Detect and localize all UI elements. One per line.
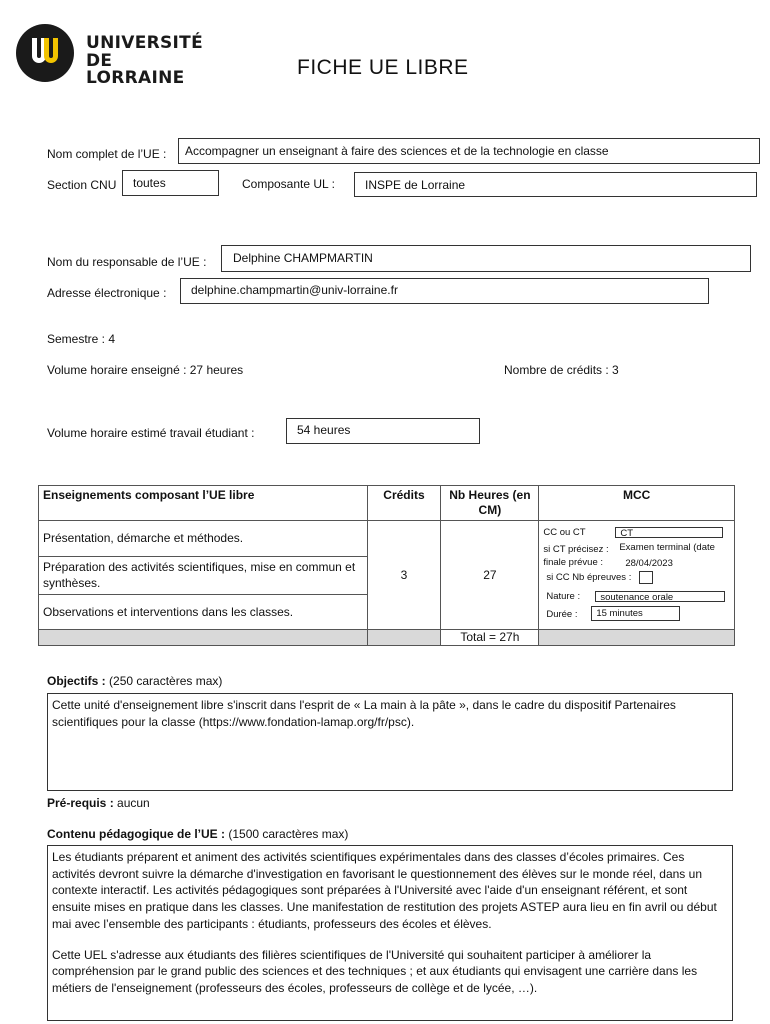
nombre-credits-text: Nombre de crédits : 3 [504,363,619,377]
mcc-nature-label: Nature : [546,591,581,602]
composante-field[interactable]: INSPE de Lorraine [354,172,757,197]
volume-etudiant-label: Volume horaire estimé travail étudiant : [47,426,255,440]
contenu-textbox[interactable] [47,845,733,1021]
objectifs-heading [47,674,222,688]
mcc-nature-field[interactable]: soutenance orale [595,591,725,602]
header-nb-heures: Nb Heures (en CM) [441,486,539,521]
mcc-cc-ct-label: CC ou CT [543,527,586,538]
contenu-paragraph-1: Les étudiants préparent et animent des activités scientifiques expérimentales dans des classes d’écoles primaires. Ces activités devront suivre la démarche d'investigation en favorisant le questionnement des élèves sur le monde réel, dans un contexte interactif. Les activités pédagogiques sont préparées à l'Université avec l'aide d'un enseignant référent, et sont ensuite mises en pratique dans les classes. Une manifestation de restitution des projets ASTEP aura lieu en fin avril ou début mai avec l’ensemble des participants : étudiants, professeurs des écoles et élèves. [52,850,717,931]
nom-ue-field[interactable]: Accompagner un enseignant à faire des sciences et de la technologie en classe [178,138,760,164]
mcc-cc-nb-label: si CC Nb épreuves : [546,572,632,583]
prerequis-line [47,796,150,810]
section-cnu-label: Section CNU [47,178,117,192]
logo-line-1: UNIVERSITÉ [86,33,203,53]
mcc-duree-label: Durée : [546,609,578,620]
contenu-paragraph-2: Cette UEL s'adresse aux étudiants des filières scientifiques de l'Université qui souhaitent participer à améliorer la compréhension par le grand public des sciences et des techniques ; et aux étudiants qui envisagent une carrière dans les métiers de l'enseignement (professeurs des écoles, professeurs de collège et de lycée, …). [52,947,698,995]
enseignements-table [38,485,735,646]
mcc-precisez-label: si CT précisez : [543,544,609,555]
mcc-date-value: 28/04/2023 [625,558,673,569]
header-enseignements: Enseignements composant l’UE libre [39,486,368,521]
objectifs-textbox[interactable] [47,693,733,791]
contenu-note: (1500 caractères max) [228,827,349,841]
responsable-label: Nom du responsable de l’UE : [47,255,207,269]
email-field[interactable]: delphine.champmartin@univ-lorraine.fr [180,278,709,304]
university-logo [16,24,206,88]
section-cnu-field[interactable]: toutes [122,170,219,196]
semestre-text: Semestre : 4 [47,332,116,346]
email-label: Adresse électronique : [47,286,167,300]
total-row-blank [367,630,441,646]
mcc-cc-ct-field[interactable]: CT [615,527,723,538]
composante-label: Composante UL : [242,177,335,191]
mcc-date-label: finale prévue : [543,557,604,568]
page-title: FICHE UE LIBRE [297,56,469,79]
objectifs-text: Cette unité d'enseignement libre s'inscrit dans l'esprit de « La main à la pâte », dans le cadre du dispositif Partenaires scientifiques pour la classe (https://www.fondation-lamap.org/fr/psc). [52,698,676,729]
objectifs-note: (250 caractères max) [109,674,223,688]
mcc-precisez-value: Examen terminal (date [619,542,715,553]
table-row: Présentation, démarche et méthodes. [39,521,368,557]
mcc-cell [539,521,735,630]
contenu-heading [47,827,348,841]
total-row-blank [39,630,368,646]
volume-etudiant-field[interactable]: 54 heures [286,418,480,444]
table-row: Préparation des activités scientifiques, mise en commun et synthèses. [39,556,368,595]
total-row-blank [539,630,735,646]
total-cell: Total = 27h [441,630,539,646]
credits-cell: 3 [367,521,441,630]
university-logo-icon [16,24,74,82]
volume-enseigne-text: Volume horaire enseigné : 27 heures [47,363,244,377]
contenu-heading-label: Contenu pédagogique de l’UE : [47,827,225,841]
prerequis-value: aucun [117,796,150,810]
mcc-duree-field[interactable]: 15 minutes [591,606,680,621]
prerequis-heading: Pré-requis : [47,796,114,810]
header-mcc: MCC [539,486,735,521]
objectifs-heading-label: Objectifs : [47,674,106,688]
responsable-field[interactable]: Delphine CHAMPMARTIN [221,245,751,272]
logo-line-2: DE LORRAINE [86,51,185,88]
heures-cell: 27 [441,521,539,630]
nom-ue-label: Nom complet de l’UE : [47,147,167,161]
header-credits: Crédits [367,486,441,521]
table-row: Observations et interventions dans les classes. [39,595,368,630]
mcc-cc-nb-field[interactable] [639,571,653,584]
